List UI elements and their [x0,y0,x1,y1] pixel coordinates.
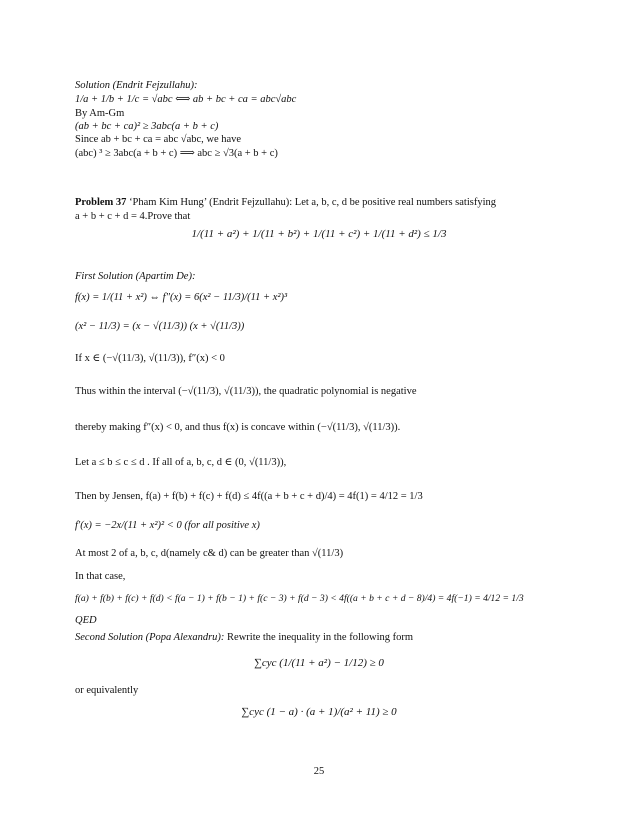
problem-text: ‘Pham Kim Hung’ (Endrit Fejzullahu): Let a, b, c, d be positive real numbers satisfying [129,197,496,208]
text-line: or equivalently [75,685,139,696]
equation: (abc) ³ ≥ 3abc(a + b + c) ⟹ abc ≥ √3(a + b + c) [75,148,278,159]
equation: If x ∈ (−√(11/3), √(11/3)), f″(x) < 0 [75,353,225,364]
equation: (x² − 11/3) = (x − √(11/3)) (x + √(11/3)) [75,321,245,332]
text-line: Let a ≤ b ≤ c ≤ d . If all of a, b, c, d ∈ (0, √(11/3)), [75,457,287,468]
equation: f(x) = 1/(11 + x²) ⇔ f″(x) = 6(x² − 11/3)/(11 + x²)³ [75,292,288,303]
solution-heading-line [75,631,413,644]
equation: f(a) + f(b) + f(c) + f(d) < f(a − 1) + f(b − 1) + f(c − 3) + f(d − 3) < 4f((a + b + c + d − 8)/4) = 4f(−1) = 4/12 = 1/3 [75,593,524,604]
solution-heading: Second Solution (Popa Alexandru): [75,632,225,643]
text-line: At most 2 of a, b, c, d(namely c& d) can be greater than √(11/3) [75,548,344,559]
equation: (ab + bc + ca)² ≥ 3abc(a + b + c) [75,121,219,132]
display-inequality: 1/(11 + a²) + 1/(11 + b²) + 1/(11 + c²) + 1/(11 + d²) ≤ 1/3 [191,228,447,240]
display-sum: ∑cyc (1 − a) · (a + 1)/(a² + 11) ≥ 0 [241,706,397,718]
problem-statement [75,196,496,209]
solution-heading: Solution (Endrit Fejzullahu): [75,80,198,91]
text-line: Rewrite the inequality in the following form [227,632,414,643]
solution-heading: First Solution (Apartim De): [75,271,196,282]
problem-label: Problem 37 [75,197,127,208]
equation: f′(x) = −2x/(11 + x²)² < 0 (for all positive x) [75,520,260,531]
page-number: 25 [313,766,325,777]
text-line: Since ab + bc + ca = abc √abc, we have [75,134,242,145]
problem-statement-2: a + b + c + d = 4.Prove that [75,211,191,222]
display-sum: ∑cyc (1/(11 + a²) − 1/12) ≥ 0 [254,657,384,669]
text-line: thereby making f″(x) < 0, and thus f(x) is concave within (−√(11/3), √(11/3)). [75,422,401,433]
text-line: In that case, [75,571,126,582]
equation: 1/a + 1/b + 1/c = √abc ⟺ ab + bc + ca = abc√abc [75,94,297,105]
text-line: By Am-Gm [75,108,125,119]
text-line: Thus within the interval (−√(11/3), √(11/3)), the quadratic polynomial is negative [75,386,417,397]
text-line: Then by Jensen, f(a) + f(b) + f(c) + f(d) ≤ 4f((a + b + c + d)/4) = 4f(1) = 4/12 = 1/3 [75,491,423,502]
qed: QED [75,615,97,626]
